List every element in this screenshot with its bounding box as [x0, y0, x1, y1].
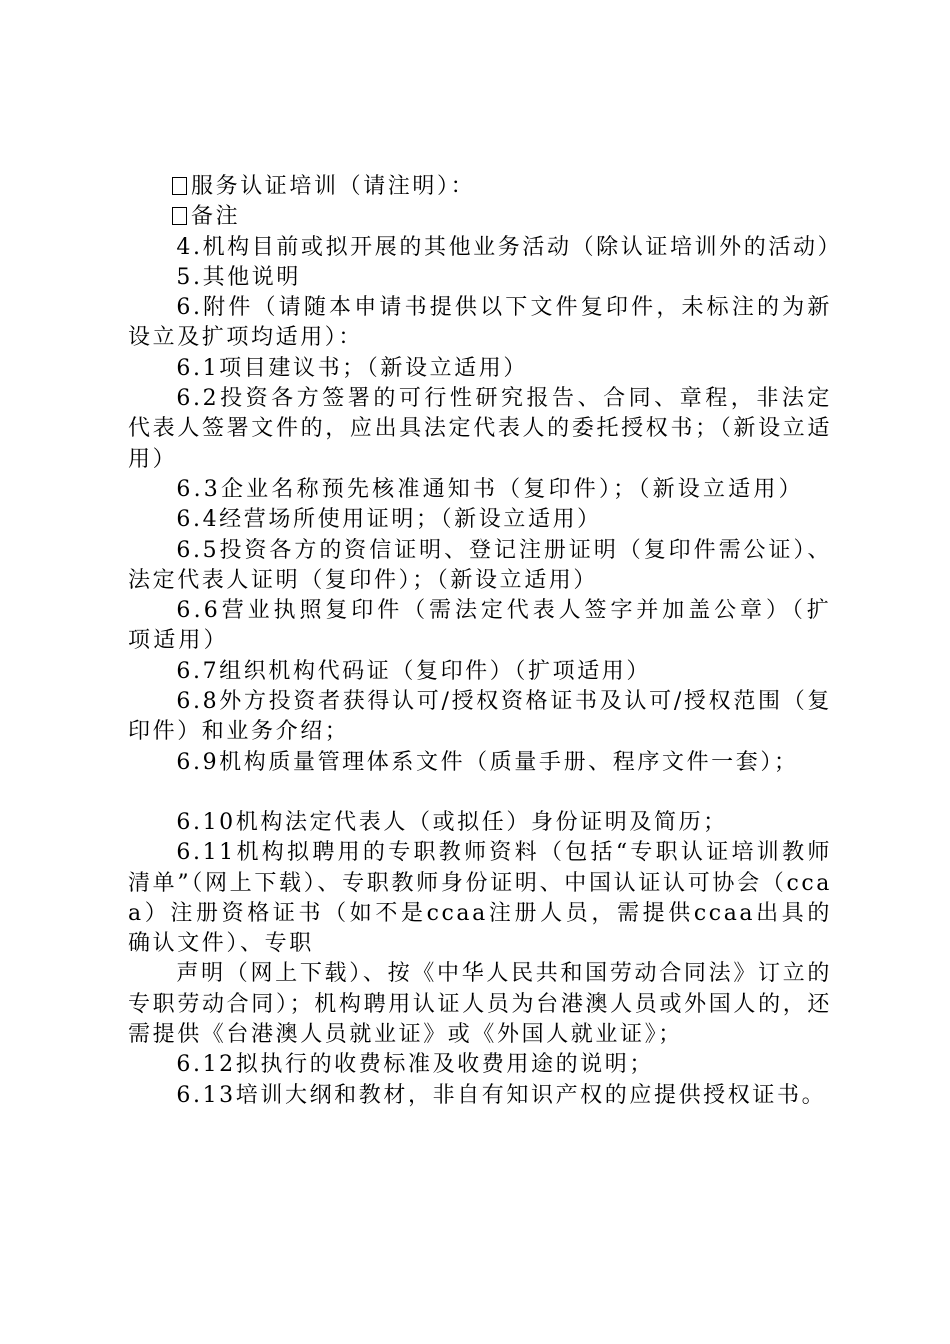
attachment-item-6-5: 6.5投资各方的资信证明、登记注册证明（复印件需公证）、法定代表人证明（复印件）；（新设立适用）: [128, 537, 832, 593]
section-attachments-heading: 6.附件（请随本申请书提供以下文件复印件，未标注的为新设立及扩项均适用）：: [128, 295, 832, 351]
checkbox-icon[interactable]: [172, 177, 187, 195]
attachment-item-6-11: 6.11机构拟聘用的专职教师资料（包括“专职认证培训教师清单”（网上下载）、专职教师身份证明、中国认证认可协会（ccaa）注册资格证书（如不是ccaa注册人员，需提供ccaa出具的确认文件）、专职: [128, 840, 832, 957]
section-other-business-activities: 4.机构目前或拟开展的其他业务活动（除认证培训外的活动）: [176, 234, 843, 260]
attachment-item-6-9: 6.9机构质量管理体系文件（质量手册、程序文件一套）；: [176, 749, 799, 775]
attachment-item-6-12: 6.12拟执行的收费标准及收费用途的说明；: [176, 1052, 654, 1078]
attachment-item-6-6: 6.6营业执照复印件（需法定代表人签字并加盖公章）（扩项适用）: [128, 598, 832, 654]
attachment-item-6-10: 6.10机构法定代表人（或拟任）身份证明及简历；: [176, 809, 728, 835]
checkbox-label: 备注: [191, 204, 241, 230]
checkbox-item-remarks: [128, 202, 832, 232]
checkbox-item-service-certification-training: [128, 172, 832, 202]
attachment-item-6-2: 6.2投资各方签署的可行性研究报告、合同、章程，非法定代表人签署文件的，应出具法定代表人的委托授权书；（新设立适用）: [128, 386, 832, 472]
attachment-item-6-13: 6.13培训大纲和教材，非自有知识产权的应提供授权证书。: [176, 1082, 827, 1108]
section-other-notes: 5.其他说明: [176, 264, 301, 290]
attachment-item-6-7: 6.7组织机构代码证（复印件）（扩项适用）: [176, 658, 651, 684]
attachment-item-6-11-continued: 声明（网上下载）、按《中华人民共和国劳动合同法》订立的专职劳动合同）；机构聘用认证人员为台港澳人员或外国人的，还需提供《台港澳人员就业证》或《外国人就业证》；: [128, 961, 832, 1048]
document-body: [128, 172, 843, 1111]
checkbox-icon[interactable]: [172, 207, 187, 225]
attachment-item-6-3: 6.3企业名称预先核准通知书（复印件）；（新设立适用）: [176, 476, 804, 502]
attachment-item-6-4: 6.4经营场所使用证明；（新设立适用）: [176, 507, 602, 533]
attachment-item-6-8: 6.8外方投资者获得认可/授权资格证书及认可/授权范围（复印件）和业务介绍；: [128, 689, 832, 745]
attachment-item-6-1: 6.1项目建议书；（新设立适用）: [176, 355, 528, 381]
checkbox-label: 服务认证培训（请注明）：: [191, 174, 476, 199]
